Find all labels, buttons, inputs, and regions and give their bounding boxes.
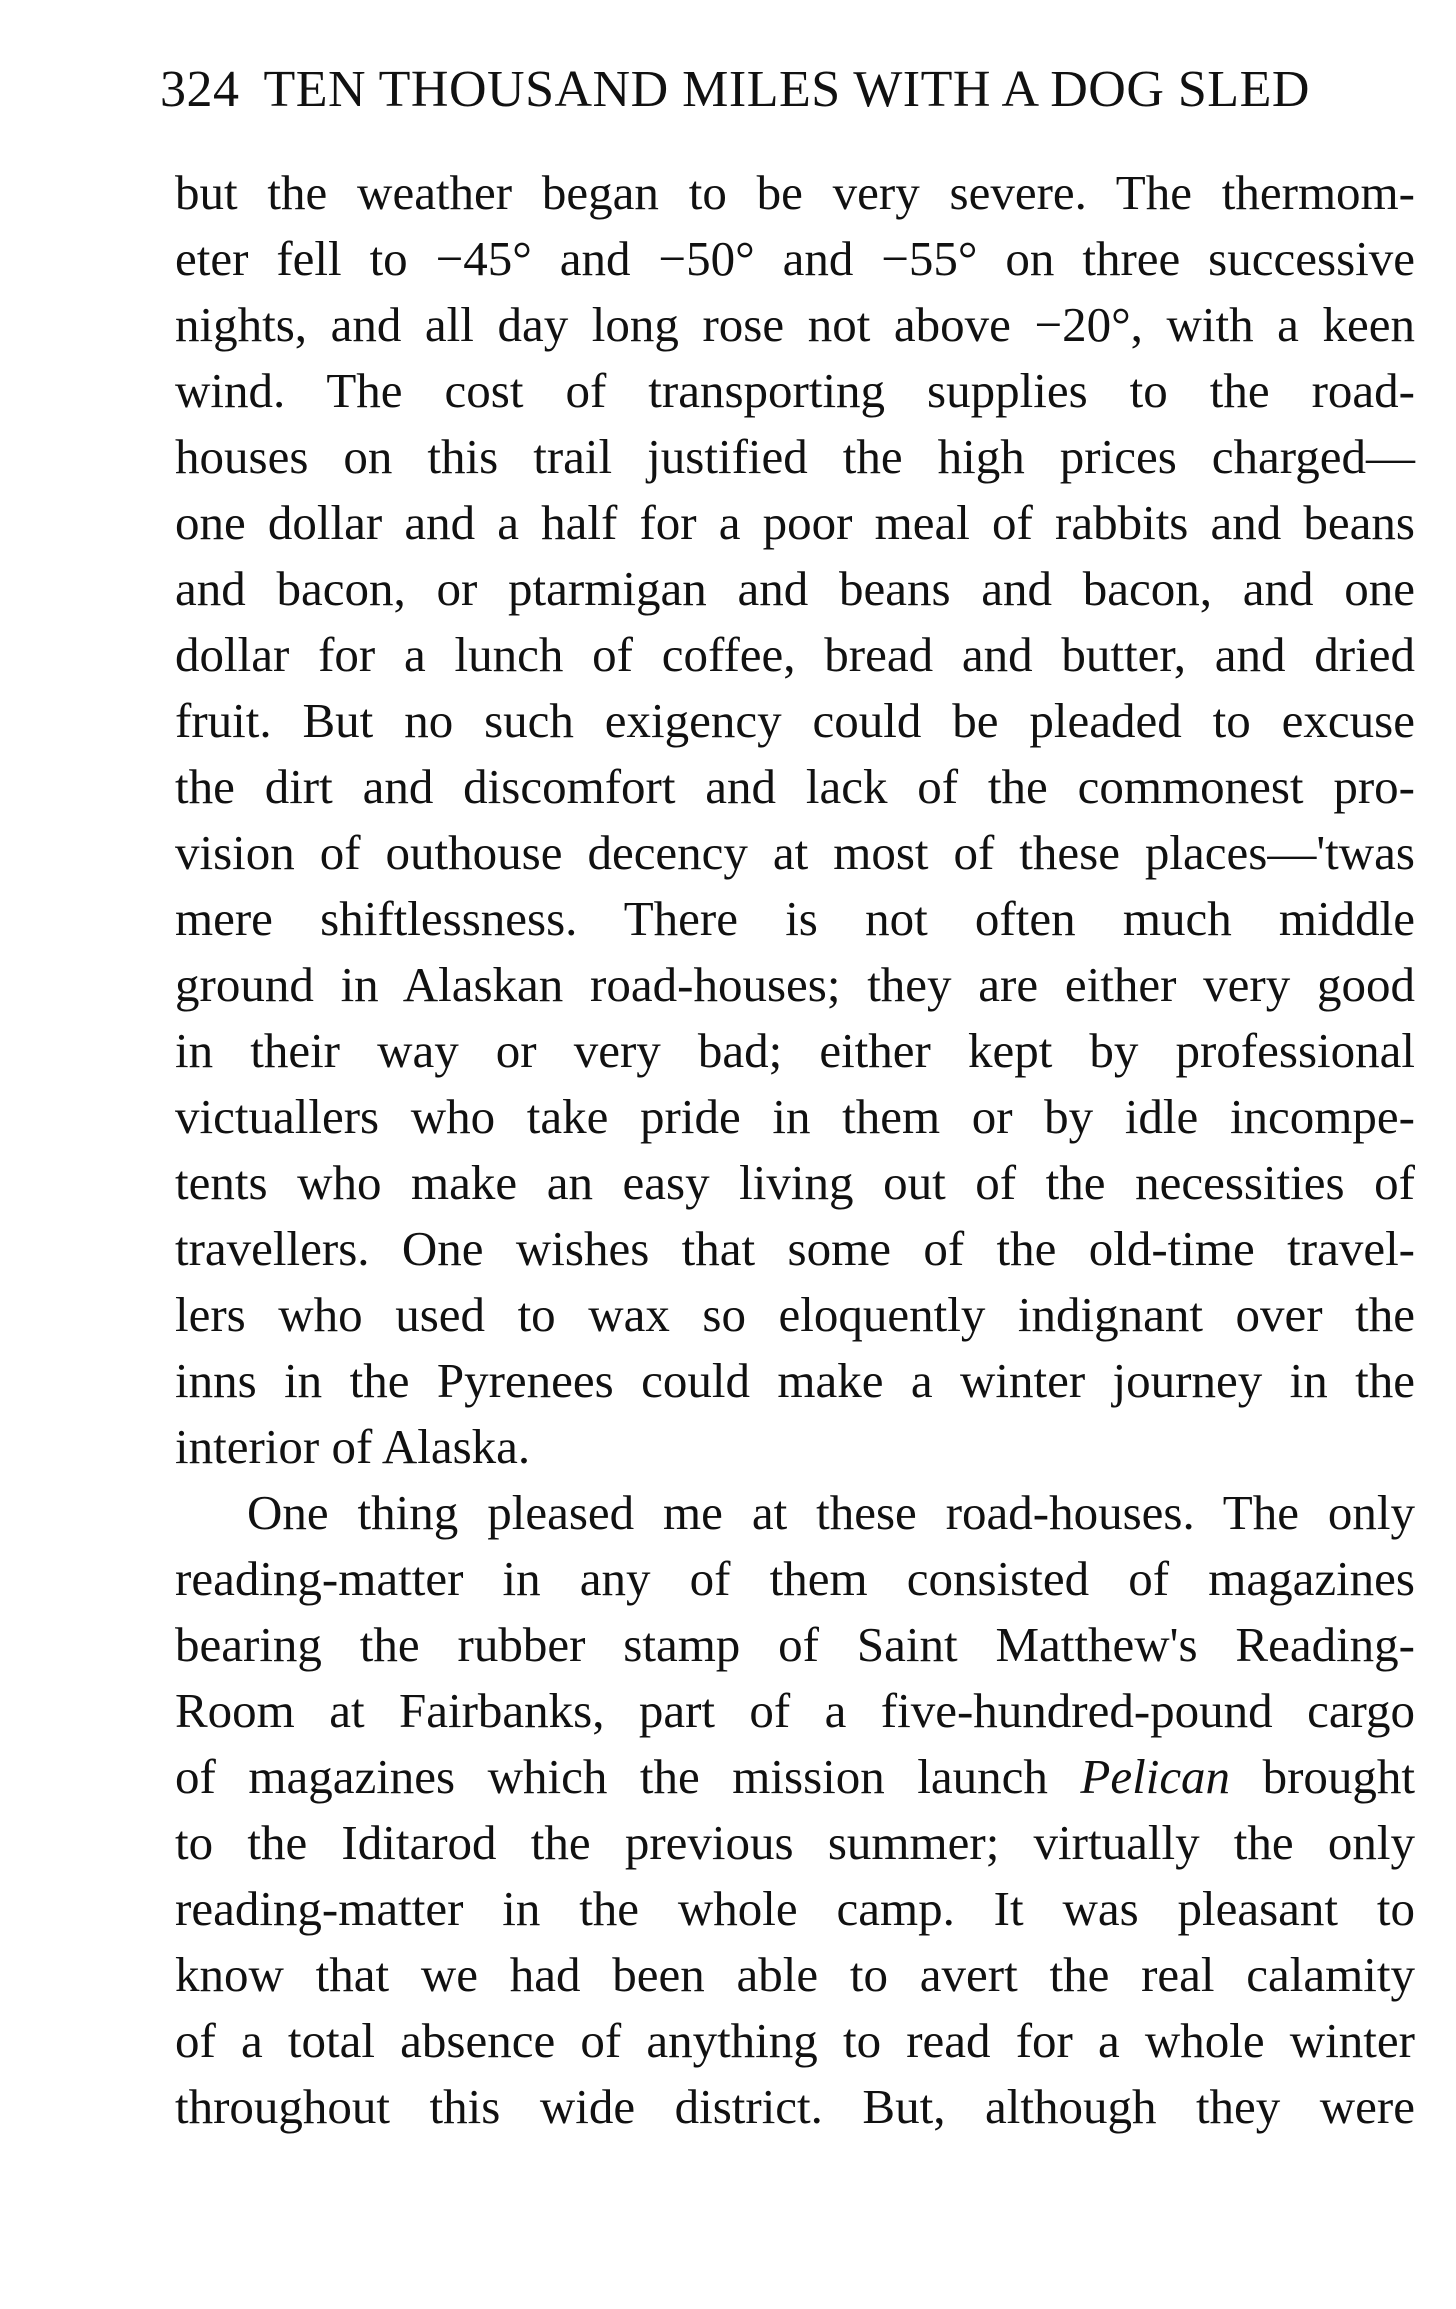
text-line-with-italic [175,1744,1415,1810]
text-line: houses on this trail justified the high prices charged— [175,429,1415,484]
text-fragment: brought [1262,1749,1416,1804]
text-line: of a total absence of anything to read for a whole winter [175,2013,1415,2068]
text-line: throughout this wide district. But, although they were [175,2079,1415,2134]
text-line: in their way or very bad; either kept by professional [175,1023,1415,1078]
text-line: vision of outhouse decency at most of these places—'twas [175,825,1415,880]
text-line: Room at Fairbanks, part of a five-hundred-pound cargo [175,1683,1415,1738]
italic-ship-name: Pelican [1080,1749,1231,1804]
text-line: reading-matter in any of them consisted of magazines [175,1551,1415,1606]
body-text [175,160,1415,2140]
text-line: eter fell to −45° and −50° and −55° on three successive [175,231,1415,286]
text-line: travellers. One wishes that some of the old-time travel- [175,1221,1415,1276]
text-line: reading-matter in the whole camp. It was pleasant to [175,1881,1415,1936]
text-line: interior of Alaska. [175,1419,531,1474]
text-line: One thing pleased me at these road-houses. The only [247,1485,1415,1540]
text-line: ground in Alaskan road-houses; they are either very good [175,957,1415,1012]
text-line: nights, and all day long rose not above −20°, with a keen [175,297,1415,352]
text-line: inns in the Pyrenees could make a winter journey in the [175,1353,1415,1408]
text-line: mere shiftlessness. There is not often much middle [175,891,1415,946]
text-line: know that we had been able to avert the real calamity [175,1947,1415,2002]
running-title: TEN THOUSAND MILES WITH A DOG SLED [263,61,1310,118]
page-number: 324 [160,61,240,118]
text-fragment: of magazines which the mission launch [175,1749,1048,1804]
paragraph-2 [175,1480,1415,2140]
text-line: victuallers who take pride in them or by idle incompe- [175,1089,1415,1144]
text-line: and bacon, or ptarmigan and beans and bacon, and one [175,561,1415,616]
text-line: tents who make an easy living out of the necessities of [175,1155,1415,1210]
text-line: lers who used to wax so eloquently indignant over the [175,1287,1415,1342]
text-line: wind. The cost of transporting supplies to the road- [175,363,1415,418]
text-line: the dirt and discomfort and lack of the commonest pro- [175,759,1415,814]
text-line: but the weather began to be very severe. The thermom- [175,165,1415,220]
text-line: one dollar and a half for a poor meal of rabbits and beans [175,495,1415,550]
text-line: bearing the rubber stamp of Saint Matthew's Reading- [175,1617,1415,1672]
text-line: fruit. But no such exigency could be pleaded to excuse [175,693,1415,748]
paragraph-1 [175,160,1415,1480]
text-line: dollar for a lunch of coffee, bread and butter, and dried [175,627,1415,682]
running-head [160,55,1390,125]
text-line: to the Iditarod the previous summer; virtually the only [175,1815,1415,1870]
